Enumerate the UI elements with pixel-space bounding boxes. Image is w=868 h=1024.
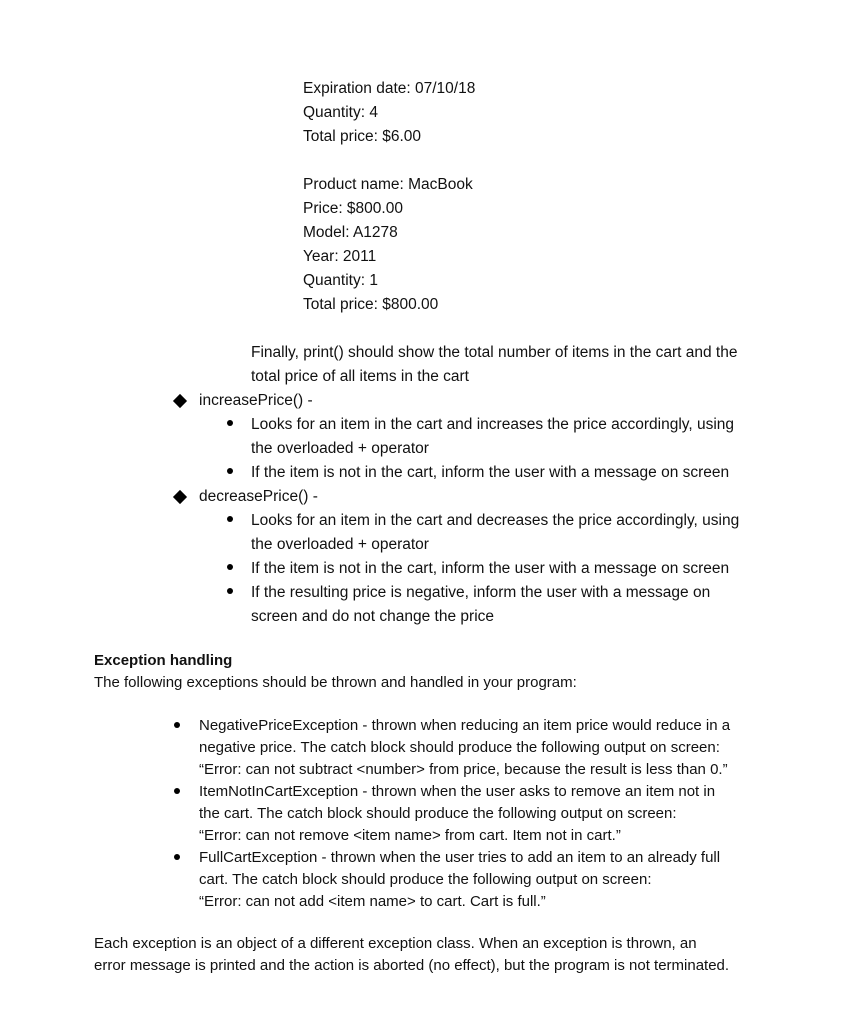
closing-paragraph-line: error message is printed and the action is aborted (no effect), but the program is not terminated. xyxy=(94,957,730,974)
bullet-text: If the item is not in the cart, inform the user with a message on screen xyxy=(251,464,730,481)
product-line: Total price: $800.00 xyxy=(303,296,439,313)
print-note-line: Finally, print() should show the total number of items in the cart and the xyxy=(251,344,738,361)
bullet-icon xyxy=(227,516,233,522)
product-line: Quantity: 1 xyxy=(303,272,378,289)
bullet-text: Looks for an item in the cart and decreases the price accordingly, using xyxy=(251,512,740,529)
bullet-text: the overloaded + operator xyxy=(251,440,429,457)
closing-paragraph-line: Each exception is an object of a different exception class. When an exception is thrown, an xyxy=(94,935,697,952)
exception-text: cart. The catch block should produce the following output on screen: xyxy=(199,871,652,888)
bullet-icon xyxy=(174,722,180,728)
bullet-icon xyxy=(174,788,180,794)
section-intro: The following exceptions should be thrown and handled in your program: xyxy=(94,674,577,691)
product-line: Quantity: 4 xyxy=(303,104,378,121)
print-note-line: total price of all items in the cart xyxy=(251,368,469,385)
section-heading: Exception handling xyxy=(94,652,233,669)
bullet-icon xyxy=(227,468,233,474)
bullet-text: Looks for an item in the cart and increases the price accordingly, using xyxy=(251,416,735,433)
bullet-text: the overloaded + operator xyxy=(251,536,429,553)
bullet-icon xyxy=(227,420,233,426)
product-line: Year: 2011 xyxy=(303,248,377,265)
exception-text: negative price. The catch block should produce the following output on screen: xyxy=(199,739,720,756)
product-line: Product name: MacBook xyxy=(303,176,473,193)
product-line: Total price: $6.00 xyxy=(303,128,422,145)
exception-text: “Error: can not add <item name> to cart. Cart is full.” xyxy=(199,893,546,910)
product-line: Price: $800.00 xyxy=(303,200,403,217)
bullet-text: If the item is not in the cart, inform the user with a message on screen xyxy=(251,560,730,577)
bullet-icon xyxy=(227,564,233,570)
exception-text: NegativePriceException - thrown when reducing an item price would reduce in a xyxy=(199,717,731,734)
bullet-text: screen and do not change the price xyxy=(251,608,495,625)
exception-text: FullCartException - thrown when the user tries to add an item to an already full xyxy=(199,849,721,866)
product-line: Expiration date: 07/10/18 xyxy=(303,80,476,97)
decrease-price-heading: decreasePrice() - xyxy=(199,488,318,505)
exception-text: “Error: can not remove <item name> from cart. Item not in cart.” xyxy=(199,827,621,844)
exception-text: ItemNotInCartException - thrown when the user asks to remove an item not in xyxy=(199,783,716,800)
diamond-bullet-icon xyxy=(173,490,187,504)
bullet-icon xyxy=(227,588,233,594)
bullet-icon xyxy=(174,854,180,860)
exception-text: the cart. The catch block should produce the following output on screen: xyxy=(199,805,677,822)
product-line: Model: A1278 xyxy=(303,224,398,241)
diamond-bullet-icon xyxy=(173,394,187,408)
exception-text: “Error: can not subtract <number> from price, because the result is less than 0.” xyxy=(199,761,728,778)
bullet-text: If the resulting price is negative, inform the user with a message on xyxy=(251,584,711,601)
increase-price-heading: increasePrice() - xyxy=(199,392,313,409)
